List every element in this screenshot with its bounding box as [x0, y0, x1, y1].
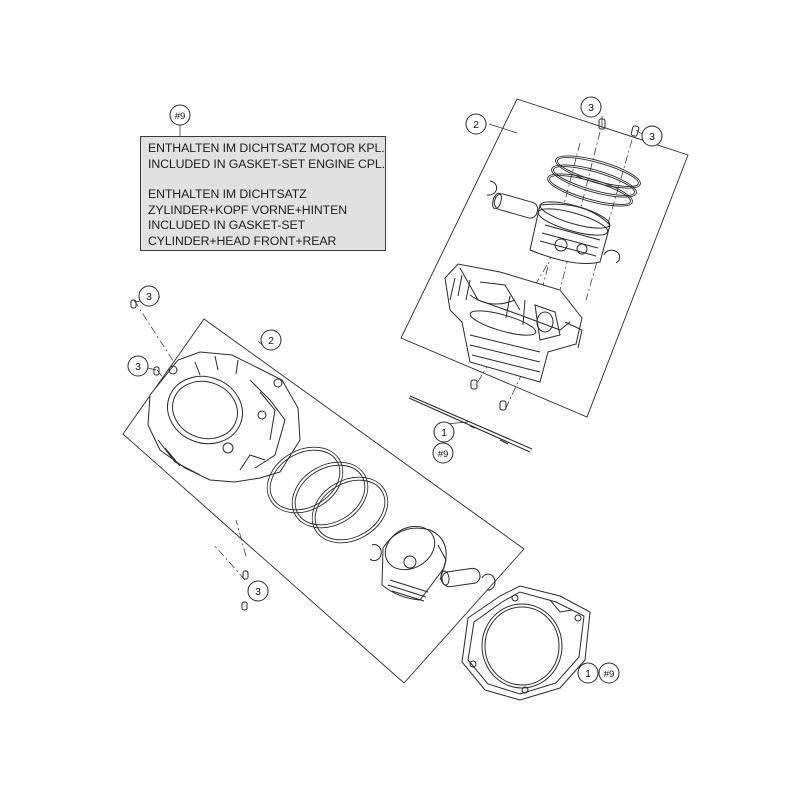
- callout-part-1-upper[interactable]: [434, 422, 454, 442]
- base-gasket-flat: [462, 586, 590, 700]
- cylinder-block: [445, 264, 582, 382]
- note-line: ZYLINDER+KOPF VORNE+HINTEN: [148, 202, 347, 217]
- leader-line: [148, 368, 156, 370]
- circlip: [487, 181, 497, 195]
- svg-text:2: 2: [268, 335, 274, 347]
- piston-ring-set: [545, 149, 644, 212]
- svg-text:3: 3: [255, 586, 261, 598]
- callout-part-1-lower[interactable]: [578, 663, 598, 683]
- svg-text:3: 3: [135, 361, 141, 373]
- note-line: CYLINDER+HEAD FRONT+REAR: [148, 233, 337, 248]
- svg-text:3: 3: [146, 291, 152, 303]
- dowel-pin: [500, 401, 506, 410]
- callout-ref-9-lower[interactable]: [599, 663, 619, 683]
- circlip: [482, 574, 495, 590]
- dowel-pin: [631, 125, 639, 136]
- callout-part-3-bottom[interactable]: [248, 581, 268, 601]
- dowel-pin: [242, 602, 247, 610]
- dowel-pin: [243, 571, 248, 579]
- circlip: [370, 545, 381, 561]
- note-line: INCLUDED IN GASKET-SET: [148, 218, 306, 233]
- note-line: INCLUDED IN GASKET-SET ENGINE CPL.: [148, 156, 385, 171]
- piston-pin: [491, 192, 539, 220]
- svg-text:#9: #9: [603, 669, 615, 680]
- callout-part-3-left-top[interactable]: [139, 286, 159, 306]
- svg-text:#9: #9: [174, 111, 186, 122]
- leader-line: [636, 130, 642, 134]
- dowel-pin: [154, 367, 159, 375]
- gasket-set-note: [140, 136, 386, 251]
- cylinder-base-gasket: [409, 396, 532, 452]
- note-line: ENTHALTEN IM DICHTSATZ: [148, 187, 307, 202]
- svg-text:1: 1: [585, 668, 591, 680]
- piston-lower: [377, 518, 446, 601]
- callout-part-3-left-mid[interactable]: [128, 356, 148, 376]
- piston-pin-lower: [440, 567, 481, 587]
- upper-group-frame: [401, 99, 688, 417]
- dowel-pin: [471, 380, 477, 389]
- callout-part-2-upper[interactable]: [466, 114, 486, 134]
- svg-text:1: 1: [441, 427, 447, 439]
- svg-text:2: 2: [473, 119, 479, 131]
- callout-ref-9-note[interactable]: [170, 105, 190, 125]
- note-line: ENTHALTEN IM DICHTSATZ MOTOR KPL.: [148, 141, 385, 155]
- callout-part-2-lower[interactable]: [261, 330, 281, 350]
- svg-text:3: 3: [588, 102, 594, 114]
- note-spacer: [148, 172, 385, 187]
- svg-text:#9: #9: [437, 449, 449, 460]
- circlip: [604, 250, 620, 263]
- callout-part-3-right[interactable]: [642, 126, 662, 146]
- leader-line: [489, 124, 517, 133]
- callout-part-3-top[interactable]: [581, 97, 601, 117]
- callout-ref-9-upper[interactable]: [433, 443, 453, 463]
- svg-text:3: 3: [649, 131, 655, 143]
- dowel-pin: [131, 300, 136, 308]
- piston: [530, 196, 612, 263]
